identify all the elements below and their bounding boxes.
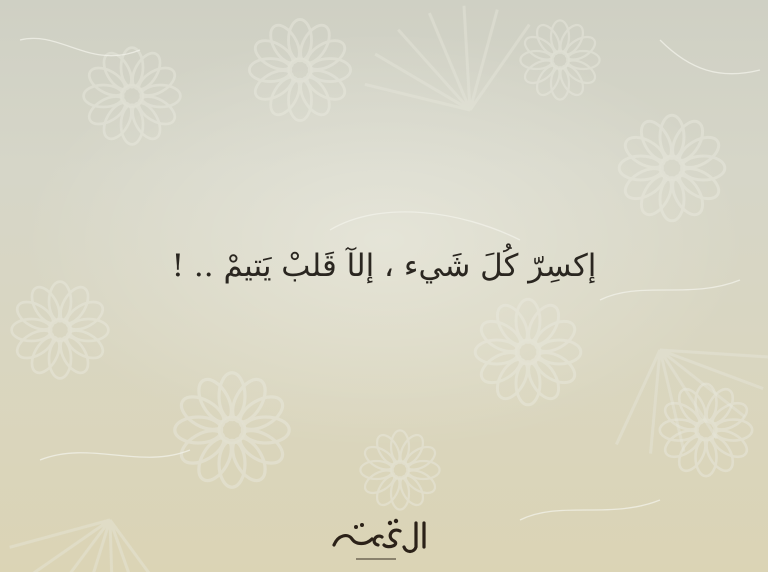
quote-text: إكسِرّ كُلَ شَيء ، إلآ قَلبْ يَتيمْ .. ! — [171, 248, 597, 284]
